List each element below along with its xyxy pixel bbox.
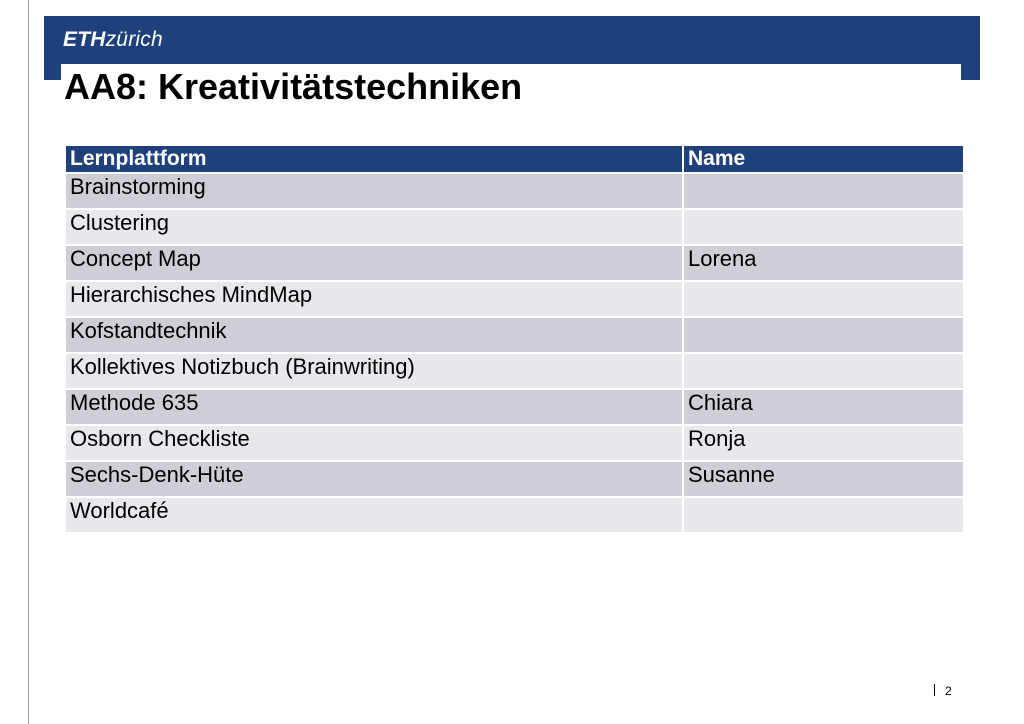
page-number-value: 2 (945, 684, 952, 698)
technique-cell: Sechs-Denk-Hüte (66, 462, 682, 496)
name-cell: Lorena (684, 246, 963, 280)
table-header-row (66, 146, 963, 172)
name-cell: Ronja (684, 426, 963, 460)
technique-cell: Concept Map (66, 246, 682, 280)
table-row (66, 318, 963, 352)
technique-cell: Methode 635 (66, 390, 682, 424)
table-row (66, 246, 963, 280)
technique-cell: Worldcafé (66, 498, 682, 532)
table-row (66, 174, 963, 208)
logo-eth-text: ETH (63, 28, 106, 51)
name-cell (684, 498, 963, 532)
slide-title: AA8: Kreativitätstechniken (64, 66, 523, 107)
table-row (66, 462, 963, 496)
name-cell: Susanne (684, 462, 963, 496)
technique-cell: Clustering (66, 210, 682, 244)
table-row (66, 354, 963, 388)
table-row (66, 282, 963, 316)
column-header-name: Name (684, 146, 963, 172)
technique-cell: Kollektives Notizbuch (Brainwriting) (66, 354, 682, 388)
header-band-tab-right (961, 64, 980, 80)
left-margin-rule (28, 0, 29, 724)
column-header-lernplattform: Lernplattform (66, 146, 682, 172)
page-number (934, 684, 952, 698)
name-cell (684, 210, 963, 244)
table-row (66, 210, 963, 244)
header-band-tab-left (44, 64, 61, 80)
header-band (44, 16, 980, 64)
technique-cell: Osborn Checkliste (66, 426, 682, 460)
name-cell: Chiara (684, 390, 963, 424)
technique-cell: Hierarchisches MindMap (66, 282, 682, 316)
technique-cell: Brainstorming (66, 174, 682, 208)
name-cell (684, 282, 963, 316)
table-row (66, 390, 963, 424)
table-row (66, 426, 963, 460)
table-row (66, 498, 963, 532)
name-cell (684, 318, 963, 352)
eth-zurich-logo (63, 28, 163, 52)
name-cell (684, 174, 963, 208)
logo-zurich-text: zürich (105, 28, 163, 51)
technique-cell: Kofstandtechnik (66, 318, 682, 352)
assignment-table (64, 144, 965, 534)
page-separator (934, 684, 935, 696)
name-cell (684, 354, 963, 388)
